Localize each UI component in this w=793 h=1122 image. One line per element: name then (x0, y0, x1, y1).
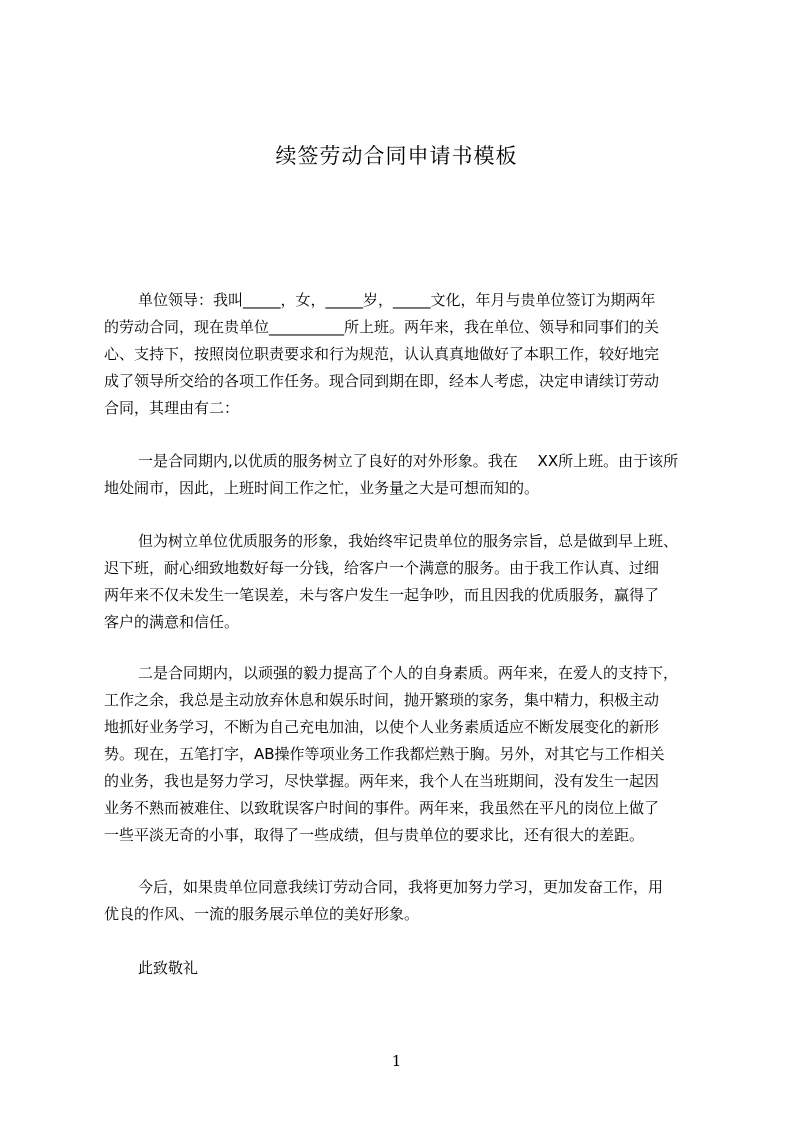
text-line: 今后，如果贵单位同意我续订劳动合同，我将更加努力学习，更加发奋工作，用 (138, 878, 664, 896)
page-number: 1 (391, 1052, 402, 1070)
text-line: 优良的作风、一流的服务展示单位的美好形象。 (104, 905, 420, 923)
text-line: 的业务，我也是努力学习，尽快掌握。两年来，我个人在当班期间，没有发生一起因 (104, 772, 660, 790)
text-line: 心、支持下，按照岗位职责要求和行为规范，认认真真地做好了本职工作，较好地完 (104, 345, 660, 363)
text-line: 单位领导：我叫_____，女，_____岁，_____文化，年月与贵单位签订为期两年 (138, 291, 656, 309)
text-line: 但为树立单位优质服务的形象，我始终牢记贵单位的服务宗旨，总是做到早上班、 (138, 532, 679, 550)
paragraph-reason-one (104, 448, 714, 502)
text-line: 工作之余，我总是主动放弃休息和娱乐时间，抛开繁琐的家务，集中精力，积极主动 (104, 691, 660, 709)
text-line: 的劳动合同，现在贵单位__________所上班。两年来，我在单位、领导和同事们的关 (104, 318, 660, 336)
paragraph-reason-two (104, 660, 714, 849)
text-line: 迟下班，耐心细致地数好每一分钱，给客户一个满意的服务。由于我工作认真、过细 (104, 559, 660, 577)
text-line: 合同，其理由有二： (104, 399, 240, 417)
text-line: 势。现在，五笔打字，AB操作等项业务工作我都烂熟于胸。另外，对其它与工作相关 (104, 745, 665, 763)
text-line: 地抓好业务学习，不断为自己充电加油，以使个人业务素质适应不断发展变化的新形 (104, 718, 660, 736)
text-line: 客户的满意和信任。 (104, 613, 240, 631)
paragraph-service (104, 528, 714, 636)
paragraph-intro (104, 287, 714, 422)
text-line: 业务不熟而被难住、以致耽误客户时间的事件。两年来，我虽然在平凡的岗位上做了 (104, 799, 660, 817)
text-line: 成了领导所交给的各项工作任务。现合同到期在即，经本人考虑，决定申请续订劳动 (104, 372, 660, 390)
text-line: 一些平淡无奇的小事，取得了一些成绩，但与贵单位的要求比，还有很大的差距。 (104, 826, 645, 844)
document-title: 续签劳动合同申请书模板 (275, 144, 518, 168)
text-line: 二是合同期内，以顽强的毅力提高了个人的自身素质。两年来，在爱人的支持下， (138, 664, 679, 682)
text-line: 地处闹市，因此，上班时间工作之忙，业务量之大是可想而知的。 (104, 479, 540, 497)
text-line: 两年来不仅未发生一笔误差，未与客户发生一起争吵，而且因我的优质服务，赢得了 (104, 586, 660, 604)
paragraph-future (104, 874, 714, 928)
closing-salutation: 此致敬礼 (138, 959, 199, 977)
text-line: 一是合同期内,以优质的服务树立了良好的对外形象。我在 XX所上班。由于该所 (138, 452, 679, 470)
